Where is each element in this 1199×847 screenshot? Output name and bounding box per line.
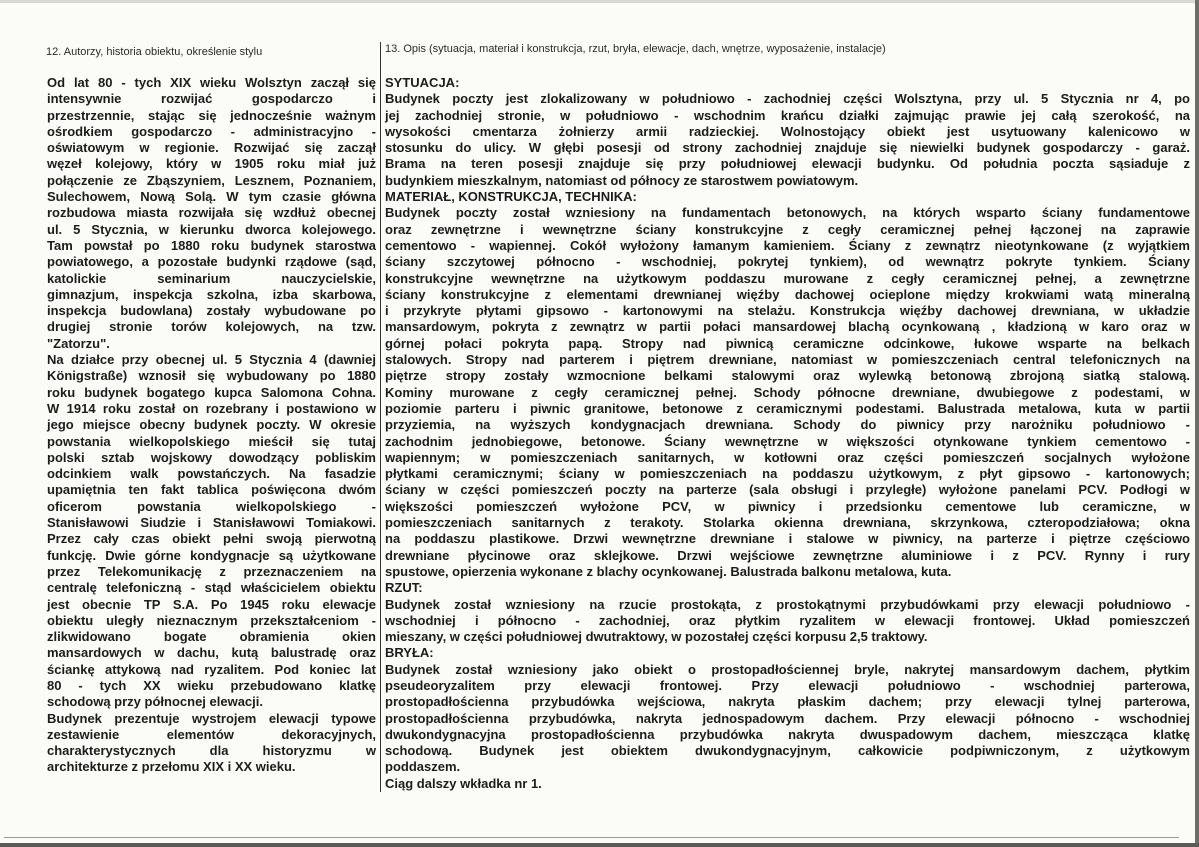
text-line: "Zatorzu". — [47, 335, 110, 351]
text-line: piętrze stropy zostały wzmocnione belkami stalowymi oraz wylewką betonową zbrojoną siatką stalową. — [385, 368, 1190, 384]
section-13-header: 13. Opis (sytuacja, materiał i konstrukcja, rzut, bryła, elewacje, dach, wnętrze, wyposażenie, instalacje) — [385, 43, 886, 55]
text-line: architekturze z przełomu XIX i XX wieku. — [47, 759, 296, 775]
text-line: Budynek został wzniesiony na rzucie prostokąta, z prostokątnymi przybudówkami przy elewacji południowo - — [385, 596, 1190, 612]
text-line: Budynek prezentuje wystrojem elewacji typowe — [47, 710, 376, 726]
text-line: ściankę attykową nad ryzalitem. Pod koniec lat — [47, 661, 376, 677]
text-line: dwukondygnacyjna prostopadłościenna przybudówka nakryta dwuspadowym dachem, mieszcząca klatkę — [385, 726, 1190, 742]
text-line: intensywnie rozwijać gospodarczo i — [47, 91, 376, 107]
text-line: większości pomieszczeń wyłożone PCV, w piwnicy i przedsionku cementowe lub ceramiczne, w — [385, 498, 1190, 514]
bottom-rule — [4, 837, 1179, 838]
text-line: schodową. Budynek jest obiektem dwukondygnacyjnym, całkowicie podpiwniczonym, z użytkowym — [385, 743, 1190, 759]
text-line: przestrzennie, stając się jednocześnie ważnym — [47, 107, 376, 123]
text-line: spustowe, opierzenia wykonane z blachy ocynkowanej. Balustrada balkonu metalowa, kuta. — [385, 563, 952, 579]
text-line: W 1914 roku został on rozebrany i postawiono w — [47, 400, 376, 416]
history-column — [47, 75, 376, 776]
text-line: upamiętnia ten fakt tablica poświęcona dwóm — [47, 482, 376, 498]
text-line: centralę telefoniczną - stąd właścicielem obiektu — [47, 580, 376, 596]
text-line: obiektu uległy nieznacznym przekształceniom - — [47, 612, 376, 628]
text-line: ściany w części pomieszczeń poczty na parterze (sala obsługi i przyległe) wyłożone panelami PCV. Podłogi w — [385, 482, 1190, 498]
text-line: drugiej stronie torów kolejowych, na tzw. — [47, 319, 376, 335]
text-line: zestawienie elementów dekoracyjnych, — [47, 726, 376, 742]
text-line: charakterystycznych dla historyzmu w — [47, 743, 376, 759]
text-line: gimnazjum, inspekcja szkolna, izba skarbowa, — [47, 286, 376, 302]
text-line: oraz zewnętrzne i wewnętrzne ściany konstrukcyjne z cegły ceramicznej pełnej łączonej na zaprawie — [385, 221, 1190, 237]
text-line: prostopadłościenna przybudówka wejściowa, nakryta płaskim dachem; przy elewacji tylnej parterowa, — [385, 694, 1190, 710]
text-line: pseudeoryzalitem przy elewacji frontowej. Przy elewacji południowo - wschodniej parterowa, — [385, 677, 1190, 693]
text-line: 80 - tych XX wieku przebudowano klatkę — [47, 677, 376, 693]
text-line: schodową przy północnej elewacji. — [47, 694, 263, 710]
text-line: roku budynek bogatego kupca Salomona Cohna. — [47, 384, 376, 400]
text-line: Kominy murowane z cegły ceramicznej pełnej. Schody północne drewniane, dwubiegowe z podestami, w — [385, 384, 1190, 400]
text-line: ul. 5 Stycznia, w kierunku dworca kolejowego. — [47, 221, 376, 237]
text-line: ściany szczytowej północno - wschodniej, pokrytej tynkiem), od wewnątrz pokryte tynkiem. Ściany — [385, 254, 1190, 270]
text-line: poddaszem. — [385, 759, 461, 775]
description-column — [385, 75, 1190, 792]
text-line: zachodnim jednobiegowe, betonowe. Ściany wewnętrzne w większości otynkowane tynkiem cementowo - — [385, 433, 1190, 449]
text-line: i przykryte płytami gipsowo - kartonowymi na stelażu. Konstrukcja więźby dachowej drewniana, w układzie — [385, 303, 1190, 319]
text-line: poziomie parteru i piwnic granitowe, betonowe z ceramicznymi podestami. Balustrada metalowa, kuta w partii — [385, 400, 1190, 416]
text-line: płytkami ceramicznymi; ściany w pomieszczeniach na poddaszu użytkowym, z płyt gipsowo - kartonowych; — [385, 466, 1190, 482]
text-line: Od lat 80 - tych XIX wieku Wolsztyn zaczął się — [47, 75, 376, 90]
scan-edge-top — [0, 0, 1199, 3]
text-line: jego miejsce obecny budynek poczty. W okresie — [47, 417, 376, 433]
text-line: ośrodkiem gospodarczo - administracyjno - — [47, 123, 376, 139]
text-line: zlikwidowano bogate obramienia okien — [47, 629, 376, 645]
text-line: Budynek poczty został wzniesiony na fundamentach betonowych, na których wsparto ściany fundamentowe — [385, 205, 1190, 221]
text-line: oficerom powstania wielkopolskiego - — [47, 498, 376, 514]
section-heading: RZUT: — [385, 580, 423, 596]
text-line: rozbudowa miasta rozwijała się wzdłuż obecnej — [47, 205, 376, 221]
section-heading: MATERIAŁ, KONSTRUKCJA, TECHNIKA: — [385, 189, 637, 205]
text-line: prostopadłościenna przybudówka, nakryta jednospadowym dachem. Przy elewacji północno - wschodniej — [385, 710, 1190, 726]
column-divider — [380, 42, 381, 792]
text-line: konstrukcyjne wewnętrzne na użytkowym poddaszu murowane z cegły ceramicznej pełnej, a zewnętrzne — [385, 270, 1190, 286]
text-line: pomieszczeniach sanitarnych z terakoty. Stolarka okienna drewniana, skrzynkowa, czteropodziałowa; okna — [385, 515, 1190, 531]
text-line: mieszany, w części południowej dwutraktowy, w pozostałej części korpusu 2,5 traktowy. — [385, 629, 928, 645]
text-line: wapiennym; w pomieszczeniach sanitarnych, w kotłowni oraz części pomieszczeń socjalnych wyłożone — [385, 449, 1190, 465]
text-line: cementowo - wapiennej. Cokół wyłożony łamanym kamieniem. Ściany z zewnątrz nieotynkowane (z wyjątkiem — [385, 237, 1190, 253]
text-line: stalowych. Stropy nad parterem i piętrem drewniane, natomiast w pomieszczeniach central telefonicznych na — [385, 352, 1190, 368]
text-line: wschodniej i północno - zachodniej, oraz płytkim ryzalitem w elewacji frontowej. Układ pomieszczeń — [385, 612, 1190, 628]
text-line: połączenie ze Zbąszyniem, Lesznem, Poznaniem, — [47, 172, 376, 188]
text-line: Brama na teren posesji znajduje się przy południowej elewacji budynku. Od południa poczta sąsiaduje z — [385, 156, 1190, 172]
text-line: wysokości cmentarza żołnierzy armii radzieckiej. Wolnostojący obiekt jest usytuowany kalenicowo w — [385, 123, 1190, 139]
text-line: przyziemia, na wyższych kondygnacjach drewniana. Schody do piwnicy przy narożniku południowo - — [385, 417, 1190, 433]
text-line: węzeł kolejowy, który w 1905 roku miał już — [47, 156, 376, 172]
text-line: oświatowym w regionie. Rozwijać się zaczął — [47, 140, 376, 156]
text-line: Na działce przy obecnej ul. 5 Stycznia 4 (dawniej — [47, 352, 376, 368]
text-line: stosunku do ulicy. W głębi posesji od strony zachodniej znajduje się niewielki budynek gospodarczy - garaż. — [385, 140, 1190, 156]
text-line: na poddaszu plastikowe. Drzwi wewnętrzne drewniane i stalowe w piwnicy, na parterze i piętrze częściowo — [385, 531, 1190, 547]
scan-edge-right — [1195, 0, 1199, 847]
section-12-header: 12. Autorzy, historia obiektu, określenie stylu — [46, 46, 263, 58]
text-line: odcinkiem walk powstańczych. Na fasadzie — [47, 466, 376, 482]
text-line: Przez cały czas obiekt pełni swoją pierwotną — [47, 531, 376, 547]
text-line: ściany konstrukcyjne z elementami drewnianej więźby dachowej ocieplone między krokwiami watą mineralną — [385, 286, 1190, 302]
section-heading: BRYŁA: — [385, 645, 434, 661]
text-line: Budynek poczty jest zlokalizowany w południowo - zachodniej części Wolsztyna, przy ul. 5 Stycznia nr 4, po — [385, 91, 1190, 107]
text-line: polski sztab wojskowy dowodzący pobliskim — [47, 449, 376, 465]
scan-edge-bottom — [0, 843, 1199, 847]
text-line: drewniane płycinowe oraz sklejkowe. Drzwi wejściowe zewnętrzne aluminiowe i z PCV. Rynny i rury — [385, 547, 1190, 563]
text-line: Tam powstał po 1880 roku budynek starostwa — [47, 237, 376, 253]
text-line: Stanisławowi Siudzie i Stanisławowi Tomiakowi. — [47, 515, 376, 531]
section-heading: SYTUACJA: — [385, 75, 460, 90]
text-line: jej zachodniej stronie, w południowo - wschodnim krańcu działki zajmując prawie jej całą szerokość, na — [385, 107, 1190, 123]
text-line: Budynek został wzniesiony jako obiekt o prostopadłościennej bryle, nakrytej mansardowym dachem, płytkim — [385, 661, 1190, 677]
text-line: budynkiem mieszkalnym, natomiast od północy ze starostwem powiatowym. — [385, 172, 859, 188]
text-line: Sulechowem, Nową Solą. W tym czasie główna — [47, 189, 376, 205]
text-line: górnej połaci pokryta papą. Stropy nad piwnicą ceramiczne odcinkowe, łukowe wsparte na belkach — [385, 335, 1190, 351]
text-line: powstania wielkopolskiego mieścił się tutaj — [47, 433, 376, 449]
continuation-note: Ciąg dalszy wkładka nr 1. — [385, 775, 542, 791]
text-line: przez Telekomunikację z przeznaczeniem na — [47, 563, 376, 579]
text-line: mansardowym, pokryta z zewnątrz w partii połaci mansardowej blachą ocynkowaną , kładzioną w karo oraz w — [385, 319, 1190, 335]
text-line: powiatowego, a pozostałe budynki rządowe (sąd, — [47, 254, 376, 270]
text-line: inspekcja budowlana) zostały wybudowane po — [47, 303, 376, 319]
text-line: mansardowych w dachu, kutą balustradę oraz — [47, 645, 376, 661]
text-line: funkcję. Dwie górne kondygnacje są użytkowane — [47, 547, 376, 563]
text-line: Königstraße) wznosił się wybudowany po 1880 — [47, 368, 376, 384]
text-line: katolickie seminarium nauczycielskie, — [47, 270, 376, 286]
text-line: jest obecnie TP S.A. Po 1945 roku elewacje — [47, 596, 376, 612]
